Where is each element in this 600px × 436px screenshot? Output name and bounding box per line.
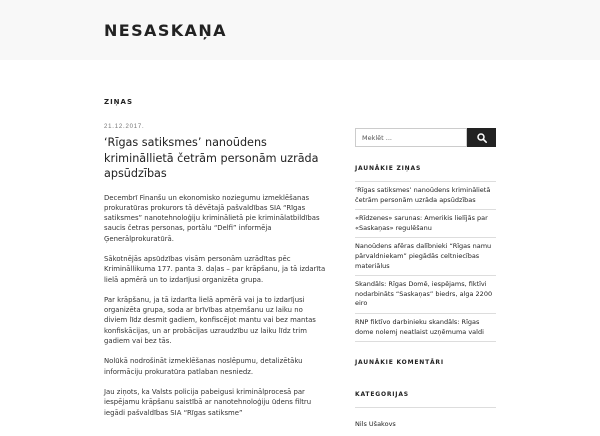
recent-post-link[interactable]: Skandāls: Rīgas Domē, iespējams, fiktīvi nodarbināts “Saskaņas” biedrs, alga 2200 eiro	[355, 280, 493, 308]
post-paragraph: Sākotnējās apsūdzības visām personām uzrādītas pēc Krimināllikuma 177. panta 3. daļas – par krāpšanu, ja tā izdarīta lielā apmērā un to izdarījusi organizēta grupa.	[104, 254, 326, 284]
site-header	[0, 0, 600, 60]
categories-widget	[355, 391, 496, 436]
categories-list	[355, 407, 496, 436]
recent-posts-list	[355, 181, 496, 342]
categories-title: KATEGORIJAS	[355, 391, 409, 399]
post-paragraph: Par krāpšanu, ja tā izdarīta lielā apmērā vai ja to izdarījusi organizēta grupa, soda ar brīvības atņemšanu uz laiku no diviem līdz desmit gadiem, konfiscējot mantu vai bez mantas konfiskācijas, un ar probācijas uzraudzību uz laiku līdz trim gadiem vai bez tās.	[104, 295, 316, 346]
search-button[interactable]	[467, 128, 496, 147]
search-form	[355, 128, 496, 147]
post-paragraph: Nolūkā nodrošināt izmeklēšanas noslēpumu, detalizētāku informāciju prokuratūra patlaban nesniedz.	[104, 357, 303, 376]
list-item	[355, 237, 496, 275]
recent-posts-title: JAUNĀKIE ZIŅAS	[355, 165, 422, 172]
search-icon	[477, 133, 487, 143]
widget-spacer	[355, 375, 496, 391]
post-title[interactable]: ‘Rīgas satiksmes’ nanoūdens krimināllietā četrām personām uzrāda apsūdzības	[104, 136, 319, 180]
list-item	[355, 275, 496, 313]
sidebar	[355, 128, 496, 436]
main-content	[104, 124, 326, 428]
recent-post-link[interactable]: Nanoūdens afēras dalībnieki “Rīgas namu pārvaldniekam” piegādās celtniecības materiālus	[355, 242, 492, 270]
list-item	[355, 209, 496, 237]
recent-comments-title: JAUNĀKIE KOMENTĀRI	[355, 359, 444, 367]
recent-post-link[interactable]: RNP fiktīvo darbinieku skandāls: Rīgas dome nolemj neatlaist uzņēmuma valdi	[355, 317, 484, 336]
site-title-link[interactable]: NESASKAŅA	[104, 21, 227, 40]
list-item	[355, 313, 496, 342]
post	[104, 124, 326, 418]
post-paragraph: Jau ziņots, ka Valsts policija pabeigusi kriminālprocesā par iespējamu krāpšanu saistībā ar nanotehnoloģiju ūdens filtru iegādi pašvaldības SIA “Rīgas satiksme”	[104, 387, 312, 417]
page-title: ZIŅAS	[104, 98, 133, 106]
recent-post-link[interactable]: ‘Rīgas satiksmes’ nanoūdens kriminālietā četrām personām uzrāda apsūdzības	[355, 186, 491, 204]
recent-posts-widget	[355, 165, 496, 342]
search-input[interactable]	[355, 128, 467, 147]
post-date[interactable]: 21.12.2017.	[104, 124, 145, 130]
list-item	[355, 407, 496, 436]
list-item	[355, 181, 496, 209]
recent-post-link[interactable]: «Rīdzenes» sarunas: Amerikis lielījās par «Saskaņas» regulēšanu	[355, 214, 488, 232]
category-link[interactable]: Nils Ušakovs	[355, 420, 396, 429]
post-paragraph: Decembrī Finanšu un ekonomisko noziegumu izmeklēšanas prokuratūras prokurors tā dēvētajā pašvaldības SIA “Rīgas satiksmes” nanotehnoloģiju kriminālietā pie kriminālatbildības saucis četras personas, portālu “Delfi” informēja Ģenerālprokuratūrā.	[104, 193, 320, 243]
recent-comments-widget	[355, 359, 496, 366]
